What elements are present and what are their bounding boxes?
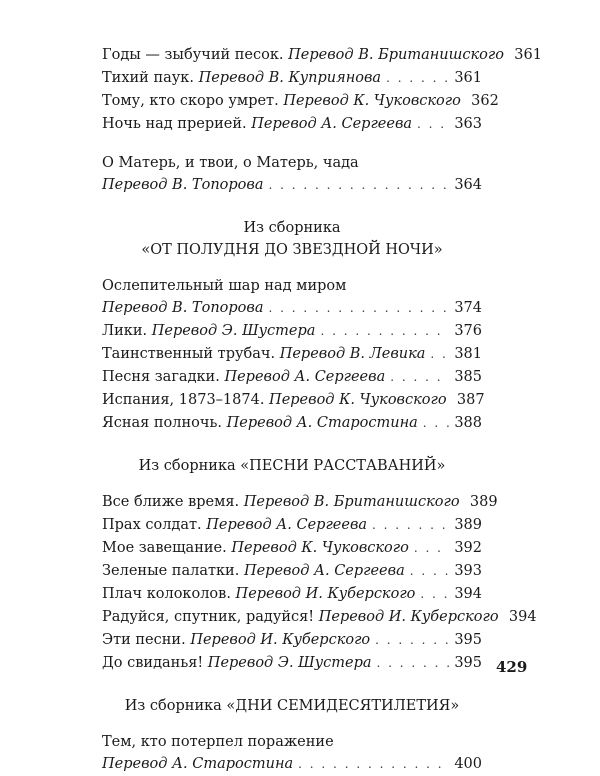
entry-translator: Перевод И. Куберского: [235, 586, 416, 602]
entry-title: Песня загадки.: [102, 369, 225, 385]
entry-translator: Перевод А. Сергеева: [206, 517, 368, 533]
entry-page: 374: [454, 300, 482, 316]
entry-translator: Перевод В. Куприянова: [198, 70, 382, 86]
section-heading: Из сборника «ПЕСНИ РАССТАВАНИЙ»: [138, 458, 446, 474]
leader-dots: [269, 297, 450, 320]
leader-dots: [269, 174, 450, 197]
section-heading: Из сборника «ДНИ СЕМИДЕСЯТИЛЕТИЯ»: [124, 698, 460, 714]
toc-entry: [102, 537, 482, 560]
entry-page: 393: [454, 563, 482, 579]
toc-group-section3: [102, 731, 482, 776]
entry-page: 381: [454, 346, 482, 362]
entry-translator: Перевод К. Чуковского: [269, 392, 447, 408]
entry-translator: Перевод А. Сергеева: [243, 563, 405, 579]
toc-entry: [102, 44, 542, 67]
section-heading-line: Из сборника: [243, 220, 341, 236]
entry-page: 394: [454, 586, 482, 602]
entry-title: Зеленые палатки.: [102, 563, 244, 579]
leader-dots: [298, 753, 449, 776]
entry-title: Ослепительный шар над миром: [102, 278, 347, 294]
toc-entry: [102, 514, 482, 537]
leader-dots: [386, 67, 449, 90]
entry-translator: Перевод К. Чуковского: [283, 93, 461, 109]
entry-page: 395: [454, 655, 482, 671]
entry-title: Испания, 1873–1874.: [102, 392, 270, 408]
entry-title: Тому, кто скоро умрет.: [102, 93, 284, 109]
toc-group-mother: [102, 152, 482, 197]
toc-entry: [102, 583, 482, 606]
toc-entry: [102, 652, 482, 675]
toc-entry: [102, 113, 482, 136]
entry-translator: Перевод К. Чуковского: [231, 540, 409, 556]
entry-translator: Перевод Э. Шустера: [207, 655, 372, 671]
page-number: 429: [496, 658, 528, 676]
entry-title: Тихий паук.: [102, 70, 199, 86]
entry-title: Таинственный трубач.: [102, 346, 280, 362]
entry-translator: Перевод В. Левика: [279, 346, 426, 362]
toc-entry: [102, 491, 498, 514]
leader-dots: [390, 366, 449, 389]
entry-page: 395: [454, 632, 482, 648]
leader-dots: [372, 514, 449, 537]
entry-page: 376: [454, 323, 482, 339]
entry-page: 400: [454, 756, 482, 772]
toc-entry: [102, 343, 482, 366]
entry-translator: Перевод А. Сергеева: [251, 116, 413, 132]
entry-title: Годы — зыбучий песок.: [102, 47, 289, 63]
entry-translator: Перевод В. Британишского: [288, 47, 504, 63]
entry-page: 364: [454, 177, 482, 193]
entry-page: 394: [508, 609, 537, 625]
entry-translator: Перевод Э. Шустера: [151, 323, 316, 339]
entry-title: Мое завещание.: [102, 540, 232, 556]
leader-dots: [414, 537, 449, 560]
leader-dots: [375, 629, 449, 652]
entry-page: 362: [471, 93, 499, 109]
entry-translator: Перевод В. Топорова: [102, 300, 264, 316]
entry-page: 389: [454, 517, 482, 533]
entry-page: 388: [454, 415, 482, 431]
entry-page: 361: [514, 47, 542, 63]
entry-translator: Перевод А. Старостина: [226, 415, 418, 431]
toc-entry: [102, 412, 482, 435]
entry-title: Ночь над прерией.: [102, 116, 252, 132]
toc-entry: [102, 90, 499, 113]
entry-translator: Перевод В. Топорова: [102, 177, 264, 193]
toc-entry: [102, 606, 537, 629]
toc-entry: [102, 174, 482, 197]
entry-title: Радуйся, спутник, радуйся!: [102, 609, 319, 625]
entry-title: Тем, кто потерпел поражение: [102, 734, 334, 750]
section-heading: [102, 217, 482, 261]
entry-title: До свиданья!: [102, 655, 208, 671]
entry-page: 361: [454, 70, 482, 86]
leader-dots: [377, 652, 449, 675]
toc-entry: [102, 320, 482, 343]
leader-dots: [423, 412, 449, 435]
entry-page: 363: [454, 116, 482, 132]
toc-entry: [102, 67, 482, 90]
entry-translator: Перевод И. Куберского: [190, 632, 371, 648]
toc-entry: [102, 753, 482, 776]
leader-dots: [410, 560, 449, 583]
entry-page: 389: [469, 494, 498, 510]
entry-page: 392: [454, 540, 482, 556]
toc-entry: [102, 297, 482, 320]
section-heading-line: «ОТ ПОЛУДНЯ ДО ЗВЕЗДНОЙ НОЧИ»: [141, 242, 443, 258]
leader-dots: [420, 583, 449, 606]
entry-title: Лики.: [102, 323, 152, 339]
toc-entry: [102, 629, 482, 652]
entry-translator: Перевод А. Сергеева: [224, 369, 386, 385]
leader-dots: [320, 320, 449, 343]
entry-title: Плач колоколов.: [102, 586, 236, 602]
entry-page: 385: [454, 369, 482, 385]
toc-entry: [102, 560, 482, 583]
entry-translator: Перевод И. Куберского: [318, 609, 499, 625]
entry-title: Ясная полночь.: [102, 415, 227, 431]
entry-translator: Перевод В. Британишского: [243, 494, 460, 510]
entry-title: О Матерь, и твои, о Матерь, чада: [102, 155, 359, 171]
leader-dots: [417, 113, 449, 136]
leader-dots: [430, 343, 449, 366]
entry-translator: Перевод А. Старостина: [102, 756, 294, 772]
toc-group-top: [102, 44, 542, 136]
toc-entry: [102, 389, 485, 412]
entry-title: Прах солдат.: [102, 517, 207, 533]
toc-entry: [102, 366, 482, 389]
entry-title: Все ближе время.: [102, 494, 244, 510]
toc-group-section1: [102, 275, 485, 435]
entry-page: 387: [456, 392, 485, 408]
entry-title: Эти песни.: [102, 632, 191, 648]
